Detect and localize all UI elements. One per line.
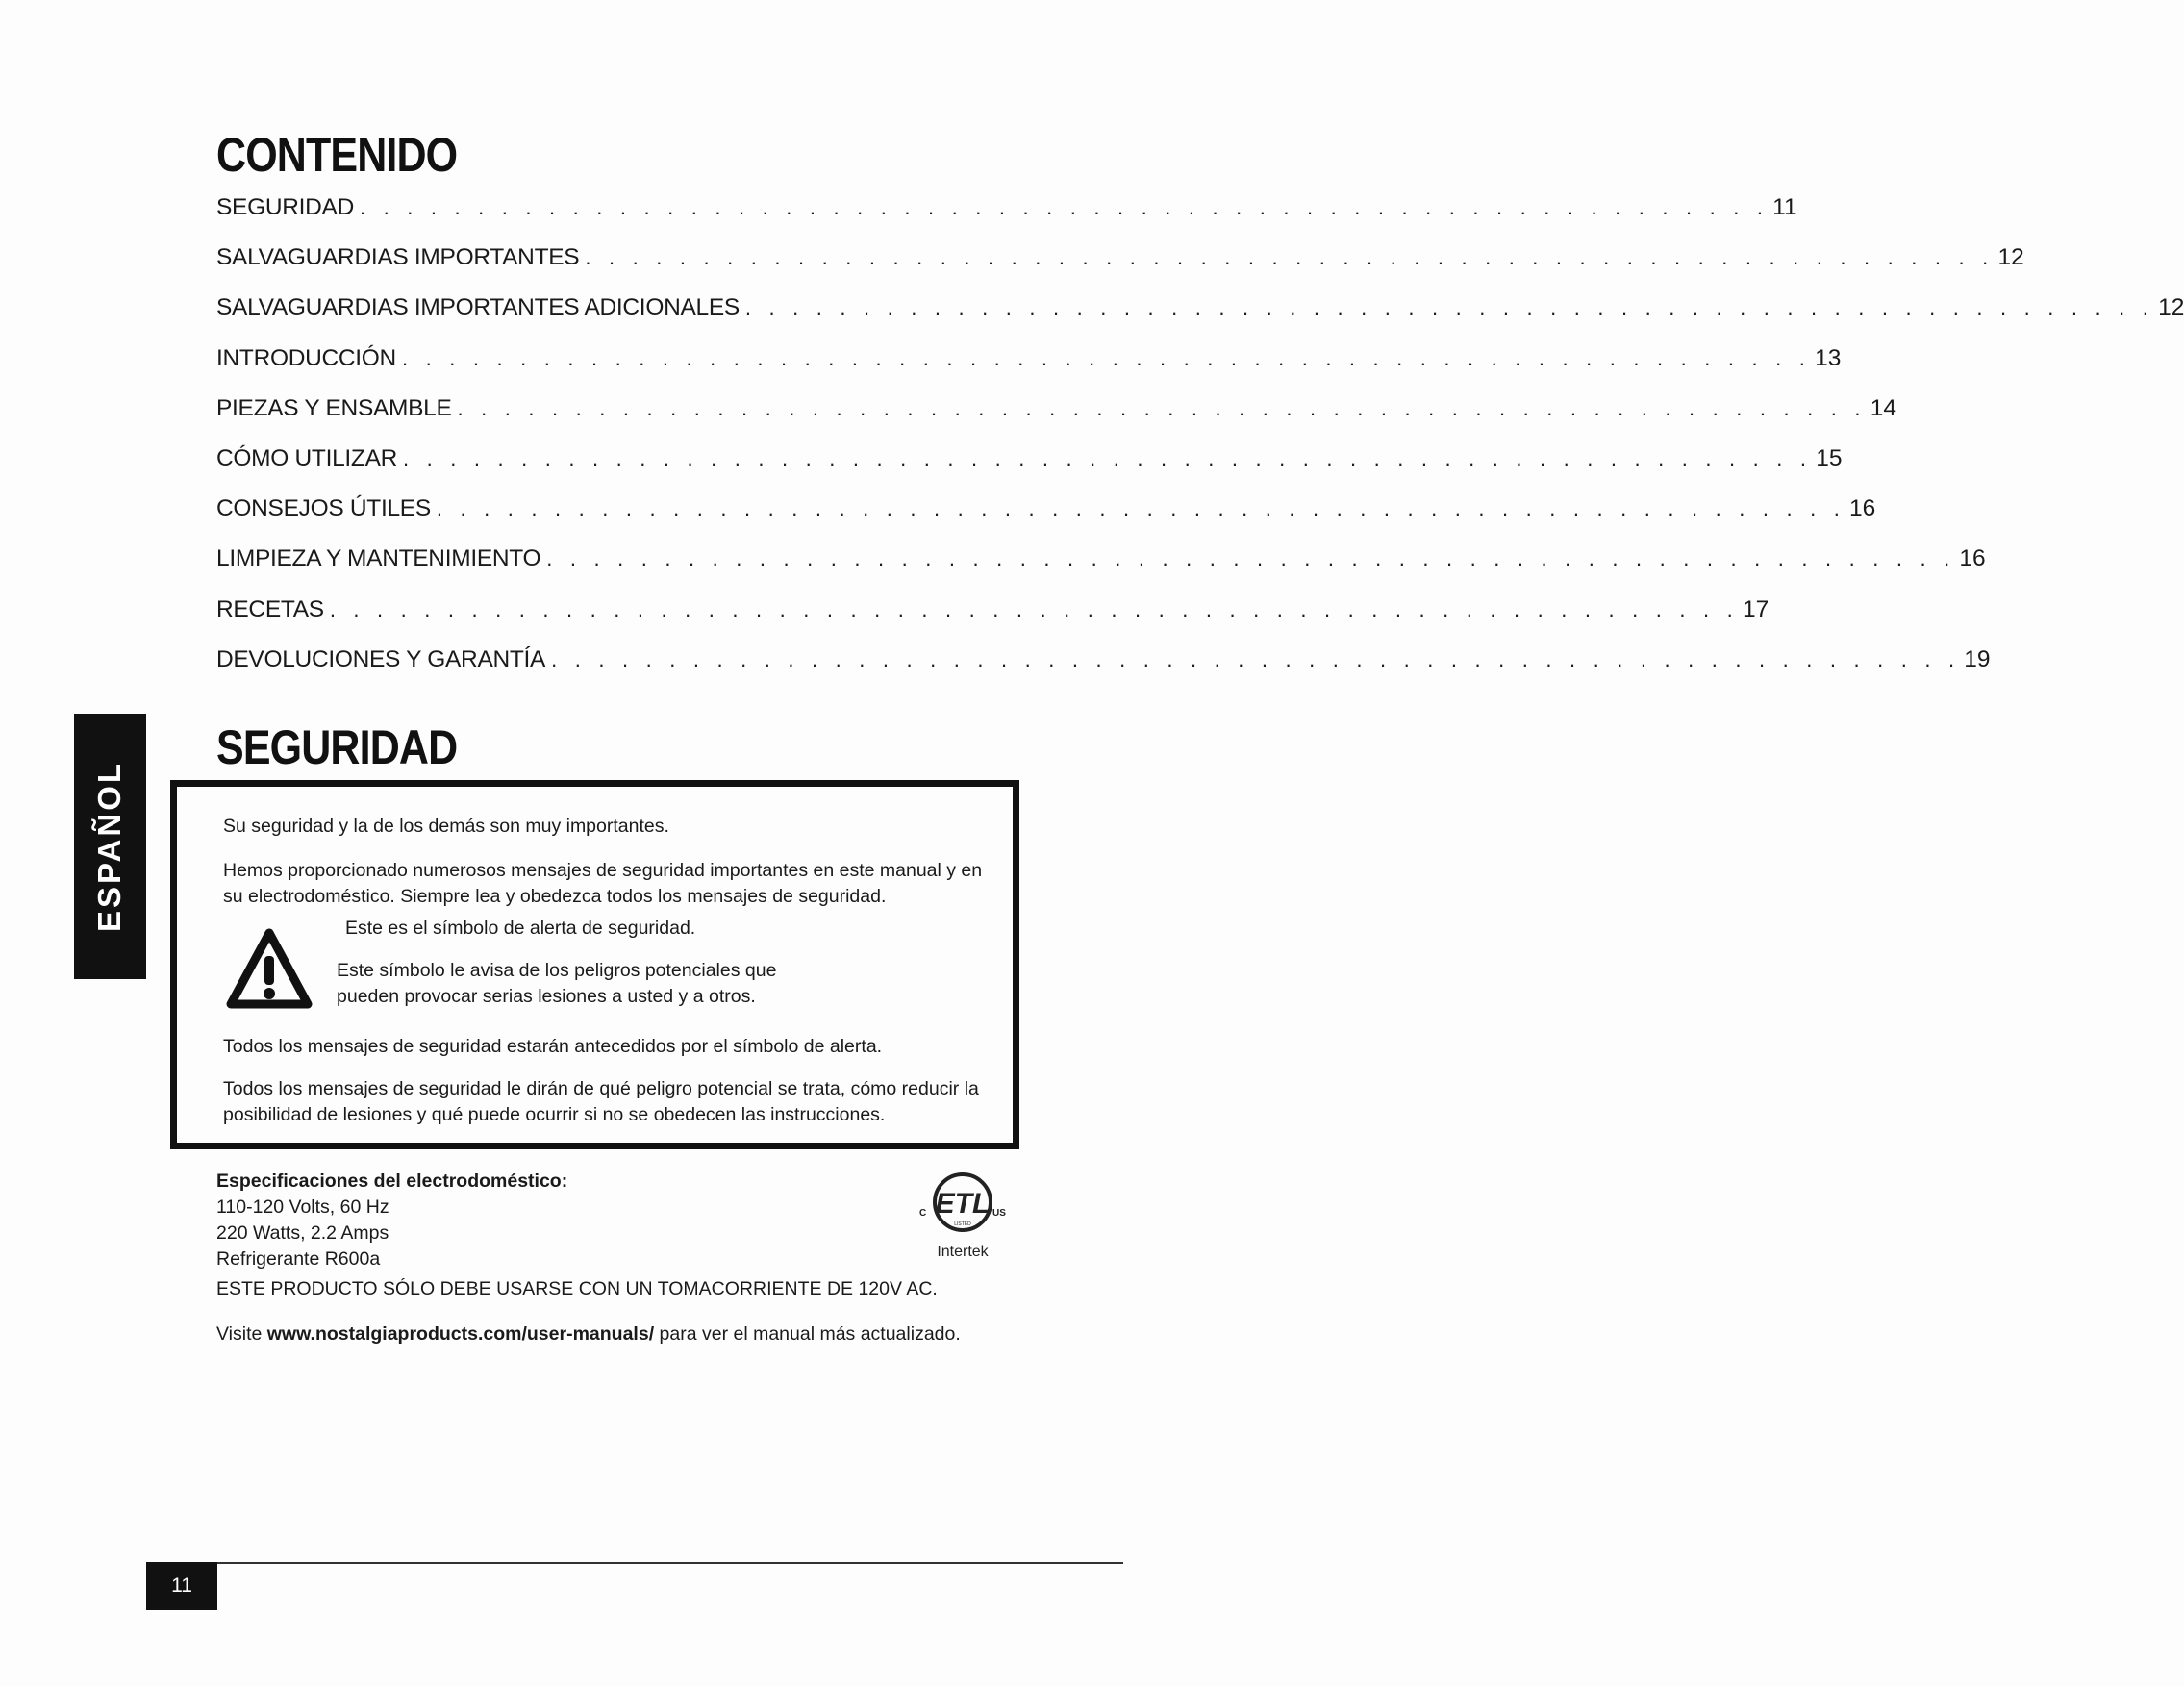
visit-line [216, 1323, 1101, 1346]
toc-entry-label: RECETAS [216, 595, 324, 622]
toc-dot-leader: . . . . . . . . . . . . . . . . . . . . . . . . . . . . . . . . . . . . . . . . . . . . . . . . . . . . . . . . . . . . [457, 395, 1867, 420]
toc-entry-page: 11 [1772, 194, 1797, 220]
specs-line: 110-120 Volts, 60 Hz [216, 1196, 389, 1218]
toc-dot-leader: . . . . . . . . . . . . . . . . . . . . . . . . . . . . . . . . . . . . . . . . . . . . . . . . . . . . . . . . . . . . [546, 546, 1956, 571]
safety-intro: Su seguridad y la de los demás son muy importantes. [223, 816, 669, 837]
svg-text:US: US [992, 1208, 1006, 1219]
toc-dot-leader: . . . . . . . . . . . . . . . . . . . . . . . . . . . . . . . . . . . . . . . . . . . . . . . . . . . . . . . . . . . . [436, 496, 1846, 521]
toc-entry-page: 16 [1849, 495, 1876, 522]
specs-title: Especificaciones del electrodoméstico: [216, 1171, 568, 1192]
toc-entry[interactable] [216, 244, 2024, 294]
toc-entry-label: CÓMO UTILIZAR [216, 444, 398, 471]
svg-text:ETL: ETL [935, 1188, 991, 1220]
language-tab-label: ESPAÑOL [91, 760, 128, 933]
toc-entry-label: SALVAGUARDIAS IMPORTANTES [216, 244, 580, 271]
table-of-contents [216, 194, 2184, 696]
toc-dot-leader: . . . . . . . . . . . . . . . . . . . . . . . . . . . . . . . . . . . . . . . . . . . . . . . . . . . . . . . . . . . . [401, 345, 1812, 370]
alert-symbol-description: Este símbolo le avisa de los peligros potenciales que pueden provocar serias lesiones a usted y a otros. [337, 960, 777, 1007]
toc-title: CONTENIDO [216, 128, 458, 182]
svg-text:LISTED: LISTED [954, 1221, 971, 1227]
visit-prefix: Visite [216, 1323, 267, 1345]
toc-entry-label: SALVAGUARDIAS IMPORTANTES ADICIONALES [216, 294, 740, 321]
alert-symbol-title: Este es el símbolo de alerta de seguridad. [345, 918, 696, 939]
toc-entry[interactable] [216, 394, 1896, 445]
specs-line: 220 Watts, 2.2 Amps [216, 1222, 389, 1244]
toc-entry[interactable] [216, 545, 1986, 595]
toc-entry[interactable] [216, 495, 1876, 545]
toc-dot-leader: . . . . . . . . . . . . . . . . . . . . . . . . . . . . . . . . . . . . . . . . . . . . . . . . . . . . . . . . . . . . [359, 195, 1770, 219]
appliance-specifications [216, 1169, 567, 1272]
svg-text:Intertek: Intertek [937, 1244, 989, 1260]
toc-entry-label: DEVOLUCIONES Y GARANTÍA [216, 645, 546, 672]
etl-listed-logo [916, 1170, 1012, 1266]
safety-paragraph-1: Hemos proporcionado numerosos mensajes de seguridad importantes en este manual y en su electrodoméstico. Siempre lea y obedezca todos los mensajes de seguridad. [223, 860, 983, 907]
toc-entry[interactable] [216, 444, 1843, 495]
toc-entry[interactable] [216, 294, 2184, 344]
visit-suffix: para ver el manual más actualizado. [654, 1323, 961, 1345]
manuals-url-link[interactable]: www.nostalgiaproducts.com/user-manuals/ [266, 1323, 655, 1345]
toc-entry-page: 14 [1870, 394, 1896, 421]
voltage-notice: ESTE PRODUCTO SÓLO DEBE USARSE CON UN TOMACORRIENTE DE 120V AC. [216, 1278, 938, 1299]
toc-entry-label: PIEZAS Y ENSAMBLE [216, 394, 452, 421]
toc-dot-leader: . . . . . . . . . . . . . . . . . . . . . . . . . . . . . . . . . . . . . . . . . . . . . . . . . . . . . . . . . . . . [551, 646, 1961, 671]
toc-entry-page: 12 [1997, 244, 2024, 271]
toc-dot-leader: . . . . . . . . . . . . . . . . . . . . . . . . . . . . . . . . . . . . . . . . . . . . . . . . . . . . . . . . . . . . [585, 245, 1995, 270]
toc-entry-page: 13 [1815, 344, 1842, 371]
language-tab [74, 714, 146, 979]
toc-entry[interactable] [216, 645, 1991, 696]
toc-entry[interactable] [216, 595, 1770, 646]
toc-entry-label: CONSEJOS ÚTILES [216, 495, 431, 522]
toc-entry[interactable] [216, 194, 1797, 244]
toc-dot-leader: . . . . . . . . . . . . . . . . . . . . . . . . . . . . . . . . . . . . . . . . . . . . . . . . . . . . . . . . . . . . [403, 445, 1813, 470]
page-number: 11 [146, 1562, 217, 1610]
toc-entry[interactable] [216, 344, 1842, 395]
toc-entry-page: 12 [2158, 294, 2184, 321]
toc-entry-page: 15 [1816, 444, 1843, 471]
specs-line: Refrigerante R600a [216, 1248, 381, 1270]
safety-paragraph-2: Todos los mensajes de seguridad estarán antecedidos por el símbolo de alerta. [223, 1036, 883, 1057]
toc-entry-label: INTRODUCCIÓN [216, 344, 396, 371]
toc-entry-page: 19 [1964, 645, 1991, 672]
svg-text:C: C [919, 1208, 927, 1219]
warning-triangle-icon [225, 927, 314, 1010]
footer-rule [146, 1562, 1123, 1564]
toc-entry-label: SEGURIDAD [216, 194, 354, 220]
toc-dot-leader: . . . . . . . . . . . . . . . . . . . . . . . . . . . . . . . . . . . . . . . . . . . . . . . . . . . . . . . . . . . . [744, 295, 2155, 320]
safety-title: SEGURIDAD [216, 720, 458, 774]
safety-paragraph-3: Todos los mensajes de seguridad le dirán de qué peligro potencial se trata, cómo reducir la posibilidad de lesiones y qué puede ocurrir si no se obedecen las instrucciones. [223, 1078, 979, 1125]
toc-entry-page: 17 [1742, 595, 1770, 622]
toc-entry-page: 16 [1959, 545, 1986, 572]
toc-dot-leader: . . . . . . . . . . . . . . . . . . . . . . . . . . . . . . . . . . . . . . . . . . . . . . . . . . . . . . . . . . . . [329, 596, 1739, 621]
safety-box [170, 780, 1019, 1149]
toc-entry-label: LIMPIEZA Y MANTENIMIENTO [216, 545, 541, 572]
